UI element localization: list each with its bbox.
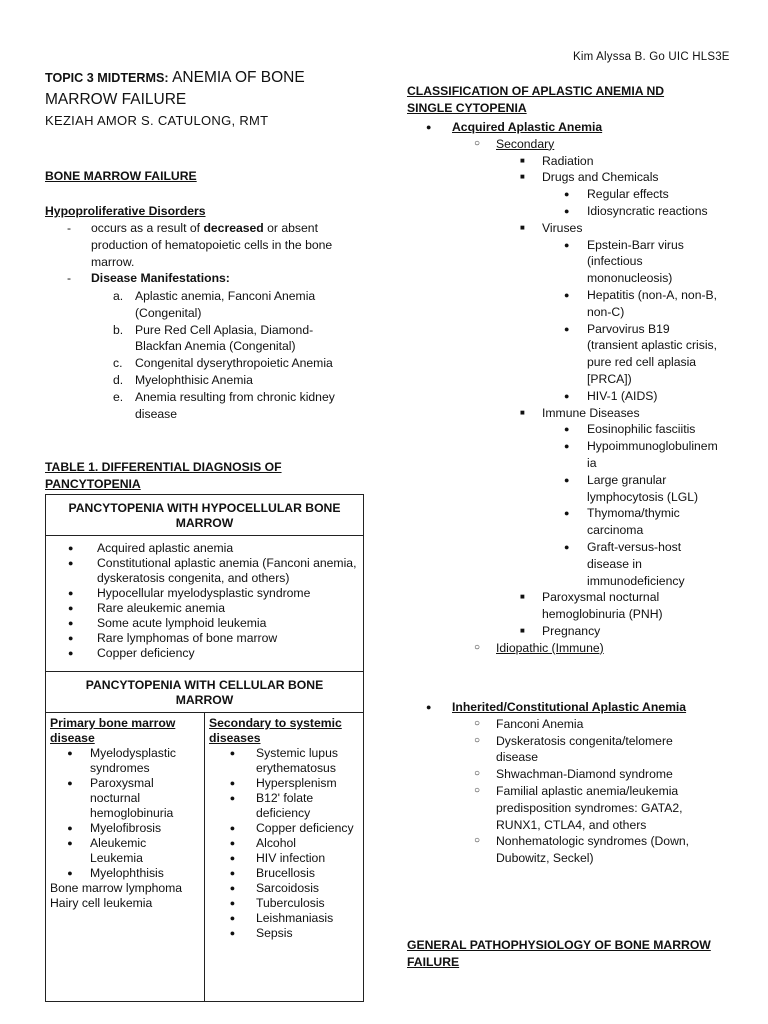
circle-bullet-icon: ○: [474, 717, 481, 729]
inherited-section: ● Inherited/Constitutional Aplastic Anemia ○ Fanconi Anemia ○ Dyskeratosis congenita/telomere disease ○ Shwachman-Diamond syndrome ○ Familial aplastic anemia/leukemia predisposition syndromes: GATA2, RUNX1, CTLA4, and others ○ Nonhematologic syndromes (Down, Dubowitz, Seckel): [426, 699, 756, 867]
bullet-icon: ●: [564, 508, 570, 519]
list-item: ● Parvovirus B19 (transient aplastic crisis, pure red cell aplasia [PRCA]): [564, 321, 718, 386]
manifestations-list: [113, 288, 363, 422]
bullet-icon: ●: [68, 588, 74, 598]
title-topic: TOPIC 3 MIDTERMS:: [45, 71, 169, 85]
circle-bullet-icon: ○: [474, 734, 481, 746]
list-item: ● Sarcoidosis: [209, 881, 359, 896]
list-item: ● Hepatitis (non-A, non-B, non-C): [564, 287, 718, 319]
bullet-icon: ●: [564, 239, 570, 250]
manifestation-item: e. Anemia resulting from chronic kidney disease: [113, 389, 335, 421]
manifestation-item: d. Myelophthisic Anemia: [113, 372, 253, 387]
list-item: ● Copper deficiency: [209, 821, 359, 836]
list-item: ● Idiosyncratic reactions: [564, 203, 708, 218]
bullet-icon: ●: [564, 189, 570, 200]
manifestation-item: b. Pure Red Cell Aplasia, Diamond- Blackfan Anemia (Congenital): [113, 322, 314, 354]
bullet-icon: ●: [67, 748, 73, 758]
list-item: ● Alcohol: [209, 836, 359, 851]
list-item: ● Rare lymphomas of bone marrow: [68, 631, 278, 645]
manifestations-label: Disease Manifestations:: [91, 271, 230, 286]
document-title: [45, 67, 365, 111]
list-item: ● Large granular lymphocytosis (LGL): [564, 472, 699, 504]
secondary-disease-column: [205, 713, 363, 1001]
bullet-icon: ●: [67, 778, 73, 788]
bullet-icon: ●: [564, 541, 570, 552]
list-item: ● Graft-versus-host disease in immunodeficiency: [564, 539, 685, 588]
list-item: ● Copper deficiency: [68, 646, 195, 660]
list-item: ● HIV-1 (AIDS): [564, 388, 658, 403]
list-item: ● Hypocellular myelodysplastic syndrome: [68, 586, 311, 600]
list-item: ● Myelofibrosis: [50, 821, 200, 836]
bullet-icon: ●: [564, 424, 570, 435]
list-item: ● Myelodysplastic syndromes: [50, 746, 200, 776]
list-item: ● HIV infection: [209, 851, 359, 866]
bullet-icon: ●: [67, 823, 73, 833]
manifestation-item: c. Congenital dyserythropoietic Anemia: [113, 356, 333, 371]
manifestation-item: a. Aplastic anemia, Fanconi Anemia (Congenital): [113, 289, 316, 320]
bullet-icon: ●: [564, 289, 570, 300]
pancytopenia-table: [45, 494, 364, 1002]
list-item: ● Hypersplenism: [209, 776, 359, 791]
bullet-icon: ●: [564, 323, 570, 334]
list-item: ● Eosinophilic fasciitis: [564, 422, 696, 437]
primary-disease-column: [46, 713, 205, 1001]
circle-bullet-icon: ○: [474, 835, 481, 847]
bullet-icon: ●: [68, 618, 74, 628]
table-heading: TABLE 1. DIFFERENTIAL DIAGNOSIS OF PANCYTOPENIA: [45, 460, 282, 491]
section-heading-bone-marrow-failure: BONE MARROW FAILURE: [45, 169, 197, 183]
classification-heading: CLASSIFICATION OF APLASTIC ANEMIA ND SINGLE CYTOPENIA: [407, 84, 665, 115]
table-header-hypocellular: PANCYTOPENIA WITH HYPOCELLULAR BONE MARROW: [46, 495, 364, 536]
list-item: ○ Shwachman-Diamond syndrome: [474, 767, 673, 782]
subheading-hypoproliferative: Hypoproliferative Disorders: [45, 204, 206, 218]
bullet-icon: ●: [229, 868, 236, 878]
list-item: ● Paroxysmal nocturnal hemoglobinuria: [50, 776, 200, 821]
secondary-heading: Secondary to systemic diseases: [209, 716, 342, 745]
list-item: ● Sepsis: [209, 926, 359, 941]
list-item: ● Brucellosis: [209, 866, 359, 881]
list-item: ● Aleukemic Leukemia: [50, 836, 200, 866]
list-item: ● Epstein-Barr virus (infectious mononucleosis): [564, 237, 684, 286]
bullet-icon: ●: [67, 868, 73, 878]
bullet-icon: ●: [564, 441, 570, 452]
list-item: ○ Familial aplastic anemia/leukemia predisposition syndromes: GATA2, RUNX1, CTLA4, and others: [474, 783, 683, 832]
list-item: ● Constitutional aplastic anemia (Fanconi anemia, dyskeratosis congenita, and others): [68, 556, 357, 585]
circle-bullet-icon: ○: [474, 784, 481, 796]
list-item: ● Some acute lymphoid leukemia: [68, 616, 267, 630]
acquired-heading: Acquired Aplastic Anemia: [452, 120, 603, 134]
title-subject: ANEMIA OF BONE MARROW FAILURE: [45, 69, 305, 108]
list-item: ● Myelophthisis: [50, 866, 200, 881]
bullet-icon: ●: [229, 883, 236, 893]
bullet-icon: ●: [564, 205, 570, 216]
definition-item: - occurs as a result of decreased or absent production of hematopoietic cells in the bone marrow. - Disease Manifestations:: [67, 221, 333, 286]
byline: KEZIAH AMOR S. CATULONG, RMT: [45, 113, 269, 128]
general-pathophysiology-heading: GENERAL PATHOPHYSIOLOGY OF BONE MARROW FAILURE: [407, 938, 711, 969]
list-item: ○ Fanconi Anemia: [474, 716, 584, 731]
list-item: ● Regular effects: [564, 187, 669, 202]
secondary-label: Secondary: [496, 136, 555, 151]
list-item: ● Thymoma/thymic carcinoma: [564, 506, 680, 538]
bullet-icon: ●: [229, 853, 236, 863]
bullet-icon: ●: [67, 838, 73, 848]
table-header-cellular: PANCYTOPENIA WITH CELLULAR BONE MARROW: [46, 672, 364, 713]
bullet-icon: ●: [229, 913, 236, 923]
bullet-icon: ●: [229, 823, 236, 833]
list-item: Hairy cell leukemia: [50, 896, 153, 910]
bullet-icon: ●: [68, 648, 74, 658]
list-item: ● Rare aleukemic anemia: [68, 601, 226, 615]
bullet-icon: ●: [564, 390, 570, 401]
list-item: ● Tuberculosis: [209, 896, 359, 911]
bullet-icon: ●: [229, 748, 236, 758]
inherited-heading: Inherited/Constitutional Aplastic Anemia: [452, 700, 687, 714]
list-item: ○ Dyskeratosis congenita/telomere disease: [474, 733, 673, 765]
bullet-icon: ●: [229, 793, 236, 803]
bullet-icon: ●: [229, 898, 236, 908]
bullet-icon: ●: [564, 474, 570, 485]
list-item: ● B12' folate deficiency: [209, 791, 359, 821]
list-item: ● Acquired aplastic anemia: [68, 541, 234, 555]
bullet-icon: ●: [68, 633, 74, 643]
bullet-icon: ●: [229, 838, 236, 848]
acquired-section: ● Acquired Aplastic Anemia ○ Secondary ■ Radiation ■ Drugs and Chemicals ● Regular effects ● Idiosyncratic reactions ■ Viruses ● Epstein-Barr virus (infectious mononucleosis) ● Hepatitis (non-A, non-B, non-C) ● Parvovirus B19 (transient aplastic crisis, pure red cell aplasia [PRCA]) ● HIV-1 (AIDS) ■ Immune Diseases ● Eosinophilic fasciitis ● Hypoimmunoglobulinem ia ● Large granular lymphocytosis (LGL) ● Thymoma/thymic carcinoma ● Graft-versus-host disease in immunodeficiency ■ Paroxysmal nocturnal hemoglobinuria (PNH) ■ Pregnancy ○ Idiopathic (Immune): [426, 119, 756, 657]
list-item: Bone marrow lymphoma: [50, 881, 183, 895]
hypocellular-list: [46, 536, 364, 672]
author-header: Kim Alyssa B. Go UIC HLS3E: [573, 51, 730, 63]
bullet-icon: ●: [68, 603, 74, 613]
bullet-icon: ●: [229, 928, 236, 938]
list-item: ○ Nonhematologic syndromes (Down, Dubowitz, Seckel): [474, 834, 690, 866]
circle-bullet-icon: ○: [474, 768, 481, 780]
primary-heading: Primary bone marrow disease: [50, 716, 176, 745]
list-item: ● Leishmaniasis: [209, 911, 359, 926]
list-item: ● Hypoimmunoglobulinem ia: [564, 439, 718, 470]
idiopathic-label: Idiopathic (Immune): [496, 640, 604, 655]
list-item: ● Systemic lupus erythematosus: [209, 746, 359, 776]
bullet-icon: ●: [68, 543, 74, 553]
bullet-icon: ●: [68, 558, 74, 568]
bullet-icon: ●: [229, 778, 236, 788]
